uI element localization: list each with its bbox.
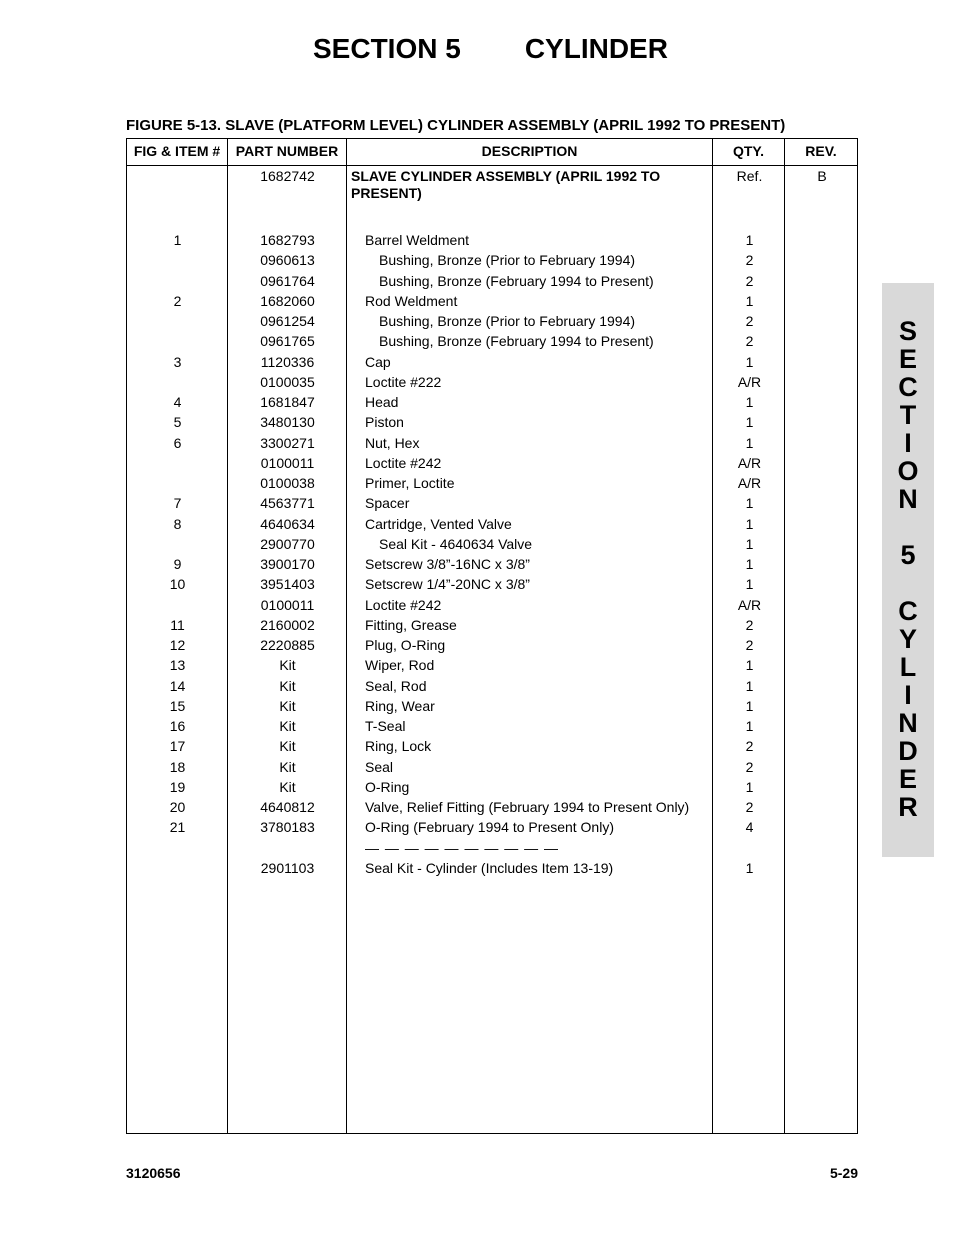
part-number-cell: 1682793 bbox=[260, 232, 315, 248]
item-cell: 14 bbox=[169, 677, 186, 694]
description-cell: Primer, Loctite bbox=[365, 475, 455, 491]
table-row bbox=[127, 736, 857, 756]
table-row bbox=[127, 817, 857, 837]
qty-cell: 1 bbox=[745, 778, 754, 795]
header-description: DESCRIPTION bbox=[481, 143, 578, 159]
description-cell: Bushing, Bronze (February 1994 to Present) bbox=[379, 272, 654, 289]
item-cell: 20 bbox=[169, 799, 186, 815]
side-tab-letter: N bbox=[898, 484, 918, 514]
qty-cell: 1 bbox=[745, 576, 754, 593]
part-number-cell: Kit bbox=[279, 657, 296, 674]
description-cell: Plug, O-Ring bbox=[365, 637, 446, 653]
side-tab-letter: C bbox=[898, 596, 918, 626]
side-tab-letter: L bbox=[899, 652, 917, 682]
item-cell: 10 bbox=[169, 576, 186, 593]
page-number: 5-29 bbox=[829, 1165, 858, 1181]
description-cell: Wiper, Rod bbox=[365, 657, 435, 674]
description-cell: Seal Kit - Cylinder (Includes Item 13-19) bbox=[365, 859, 614, 876]
description-cell: Nut, Hex bbox=[365, 434, 420, 451]
item-cell: 21 bbox=[169, 819, 186, 836]
table-row bbox=[127, 230, 857, 250]
qty-cell: 2 bbox=[745, 637, 754, 653]
table-row bbox=[127, 372, 857, 392]
part-number-cell: 0961765 bbox=[260, 333, 315, 350]
part-number-cell: 1682060 bbox=[260, 292, 315, 309]
item-cell: 11 bbox=[170, 616, 185, 633]
qty-cell: 1 bbox=[745, 859, 754, 876]
table-row bbox=[127, 250, 857, 270]
description-cell: Head bbox=[365, 394, 399, 410]
parts-table bbox=[126, 138, 858, 1134]
description-cell: SLAVE CYLINDER ASSEMBLY (APRIL 1992 TO PRESENT) bbox=[351, 168, 661, 201]
part-number-cell: Kit bbox=[279, 738, 296, 755]
part-number-cell: Kit bbox=[279, 718, 296, 734]
qty-cell: 1 bbox=[745, 292, 754, 309]
description-cell: Barrel Weldment bbox=[365, 232, 470, 248]
qty-cell: 1 bbox=[745, 718, 754, 734]
part-number-cell: 3300271 bbox=[260, 434, 315, 451]
description-cell: Loctite #242 bbox=[365, 596, 442, 613]
header-part-number: PART NUMBER bbox=[235, 143, 339, 159]
table-row bbox=[127, 514, 857, 534]
side-tab-letter: C bbox=[898, 372, 918, 402]
description-cell: Spacer bbox=[365, 495, 410, 512]
item-cell: 17 bbox=[169, 738, 186, 755]
description-cell: Cartridge, Vented Valve bbox=[365, 515, 512, 532]
qty-cell: 1 bbox=[745, 434, 754, 451]
table-row bbox=[127, 554, 857, 574]
part-number-cell: 0960613 bbox=[260, 252, 315, 269]
side-tab-letter: O bbox=[897, 456, 919, 486]
side-tab-letter: T bbox=[899, 400, 917, 430]
item-cell: 2 bbox=[173, 292, 182, 309]
table-row bbox=[127, 838, 857, 858]
description-cell: Seal, Rod bbox=[365, 677, 427, 694]
qty-cell: 1 bbox=[745, 353, 754, 370]
part-number-cell: 3480130 bbox=[260, 414, 315, 431]
qty-cell: 1 bbox=[745, 394, 754, 410]
qty-cell: 2 bbox=[745, 799, 754, 815]
table-row bbox=[127, 797, 857, 817]
description-cell: Bushing, Bronze (Prior to February 1994) bbox=[379, 313, 636, 329]
item-cell: 13 bbox=[169, 657, 186, 674]
item-cell: 16 bbox=[169, 718, 186, 734]
item-cell: 7 bbox=[173, 495, 182, 512]
part-number-cell: 0961254 bbox=[260, 313, 315, 329]
item-cell: 18 bbox=[169, 758, 186, 775]
qty-cell: A/R bbox=[737, 373, 762, 390]
qty-cell: 2 bbox=[745, 616, 754, 633]
qty-cell: 1 bbox=[745, 556, 754, 572]
qty-cell: A/R bbox=[737, 475, 762, 491]
table-row bbox=[127, 493, 857, 513]
table-row bbox=[127, 453, 857, 473]
table-row bbox=[127, 595, 857, 615]
table-row bbox=[127, 392, 857, 412]
part-number-cell: 4563771 bbox=[260, 495, 315, 512]
description-cell: Rod Weldment bbox=[365, 292, 458, 309]
side-tab-letter: N bbox=[898, 708, 918, 738]
description-cell: Valve, Relief Fitting (February 1994 to Present Only) bbox=[365, 799, 690, 815]
page-title bbox=[313, 33, 668, 65]
table-row bbox=[127, 615, 857, 635]
qty-cell: 1 bbox=[745, 677, 754, 694]
item-cell: 8 bbox=[173, 515, 182, 532]
description-cell: Fitting, Grease bbox=[365, 616, 457, 633]
item-cell: 1 bbox=[173, 232, 182, 248]
item-cell: 12 bbox=[169, 637, 186, 653]
qty-cell: 2 bbox=[745, 313, 754, 329]
qty-cell: 1 bbox=[745, 697, 754, 714]
description-cell: Loctite #242 bbox=[365, 454, 442, 471]
description-cell: Ring, Wear bbox=[365, 697, 435, 714]
table-row bbox=[127, 696, 857, 716]
qty-cell: 2 bbox=[745, 252, 754, 269]
qty-cell: 2 bbox=[745, 272, 754, 289]
part-number-cell: Kit bbox=[279, 778, 296, 795]
part-number-cell: 4640634 bbox=[260, 515, 315, 532]
qty-cell: 2 bbox=[745, 333, 754, 350]
table-row bbox=[127, 777, 857, 797]
table-body bbox=[127, 166, 857, 878]
part-number-cell: 2901103 bbox=[260, 859, 315, 876]
item-cell: 3 bbox=[173, 353, 182, 370]
qty-cell: 1 bbox=[745, 657, 754, 674]
part-number-cell: 0100035 bbox=[260, 373, 315, 390]
description-cell: Seal bbox=[365, 758, 394, 775]
part-number-cell: 1682742 bbox=[260, 168, 315, 184]
side-tab-letter: Y bbox=[898, 624, 917, 654]
description-cell: Seal Kit - 4640634 Valve bbox=[379, 535, 533, 552]
part-number-cell: Kit bbox=[279, 677, 296, 694]
table-row bbox=[127, 574, 857, 594]
item-cell: 19 bbox=[169, 778, 186, 795]
description-cell: T-Seal bbox=[365, 718, 406, 734]
description-cell: Setscrew 1/4”-20NC x 3/8” bbox=[365, 576, 530, 593]
qty-cell: 1 bbox=[745, 515, 754, 532]
qty-cell: 4 bbox=[745, 819, 754, 836]
section-number: SECTION 5 bbox=[313, 33, 461, 64]
item-cell: 15 bbox=[169, 697, 186, 714]
part-number-cell: 2220885 bbox=[260, 637, 315, 653]
qty-cell: 1 bbox=[745, 495, 754, 512]
table-row-assembly bbox=[127, 166, 857, 230]
header-qty: QTY. bbox=[732, 143, 765, 159]
item-cell: 4 bbox=[173, 394, 182, 410]
item-cell: 9 bbox=[173, 556, 182, 572]
part-number-cell: 3951403 bbox=[260, 576, 315, 593]
table-row bbox=[127, 676, 857, 696]
qty-cell: 2 bbox=[745, 758, 754, 775]
table-row bbox=[127, 291, 857, 311]
table-row bbox=[127, 311, 857, 331]
part-number-cell: 3780183 bbox=[260, 819, 315, 836]
rev-cell: B bbox=[817, 168, 827, 184]
figure-caption: FIGURE 5-13. SLAVE (PLATFORM LEVEL) CYLINDER ASSEMBLY (APRIL 1992 TO PRESENT) bbox=[126, 117, 786, 134]
item-cell: 6 bbox=[173, 434, 182, 451]
qty-cell: 1 bbox=[745, 232, 754, 248]
side-tab-letter: I bbox=[904, 680, 912, 710]
qty-cell: 1 bbox=[745, 535, 754, 552]
description-cell: Bushing, Bronze (Prior to February 1994) bbox=[379, 252, 636, 269]
part-number-cell: 3900170 bbox=[260, 556, 315, 572]
qty-cell: 2 bbox=[745, 738, 754, 755]
part-number-cell: Kit bbox=[279, 758, 296, 775]
description-cell: Setscrew 3/8”-16NC x 3/8” bbox=[365, 556, 530, 572]
table-row bbox=[127, 534, 857, 554]
table-row bbox=[127, 716, 857, 736]
side-tab-letter: E bbox=[898, 344, 917, 374]
description-cell: O-Ring (February 1994 to Present Only) bbox=[365, 819, 614, 836]
part-number-cell: 0961764 bbox=[260, 272, 315, 289]
qty-cell: A/R bbox=[737, 454, 762, 471]
table-row bbox=[127, 655, 857, 675]
table-row bbox=[127, 473, 857, 493]
part-number-cell: 1120336 bbox=[260, 353, 315, 370]
part-number-cell: 0100011 bbox=[260, 454, 315, 471]
qty-cell: 1 bbox=[745, 414, 754, 431]
table-row bbox=[127, 352, 857, 372]
side-tab-letter: S bbox=[898, 316, 917, 346]
header-fig-item: FIG & ITEM # bbox=[133, 143, 221, 159]
side-tab-letter: 5 bbox=[900, 540, 916, 570]
part-number-cell: 1681847 bbox=[260, 394, 315, 410]
description-cell: — — — — — — — — — — bbox=[365, 839, 560, 856]
side-tab-letter: I bbox=[904, 428, 912, 458]
description-cell: Bushing, Bronze (February 1994 to Present) bbox=[379, 333, 654, 350]
part-number-cell: 2900770 bbox=[260, 535, 315, 552]
section-side-tab bbox=[882, 283, 934, 857]
table-row bbox=[127, 635, 857, 655]
description-cell: Piston bbox=[365, 414, 404, 431]
section-name: CYLINDER bbox=[524, 33, 668, 64]
description-cell: Loctite #222 bbox=[365, 373, 442, 390]
item-cell: 5 bbox=[173, 414, 182, 431]
side-tab-letter: R bbox=[898, 792, 918, 822]
table-row bbox=[127, 757, 857, 777]
table-row bbox=[127, 331, 857, 351]
header-rev: REV. bbox=[805, 143, 837, 159]
qty-cell: A/R bbox=[737, 596, 762, 613]
description-cell: Ring, Lock bbox=[365, 738, 432, 755]
side-tab-letters bbox=[882, 317, 934, 821]
part-number-cell: 4640812 bbox=[260, 799, 315, 815]
side-tab-letter: D bbox=[898, 736, 918, 766]
table-row bbox=[127, 433, 857, 453]
table-row bbox=[127, 271, 857, 291]
description-cell: O-Ring bbox=[365, 778, 410, 795]
document-number: 3120656 bbox=[126, 1165, 181, 1181]
part-number-cell: 0100011 bbox=[260, 596, 315, 613]
table-row bbox=[127, 858, 857, 878]
part-number-cell: 0100038 bbox=[260, 475, 315, 491]
table-row bbox=[127, 412, 857, 432]
side-tab-letter: E bbox=[898, 764, 917, 794]
part-number-cell: Kit bbox=[279, 697, 296, 714]
description-cell: Cap bbox=[365, 353, 391, 370]
qty-cell: Ref. bbox=[736, 168, 763, 184]
part-number-cell: 2160002 bbox=[260, 616, 315, 633]
